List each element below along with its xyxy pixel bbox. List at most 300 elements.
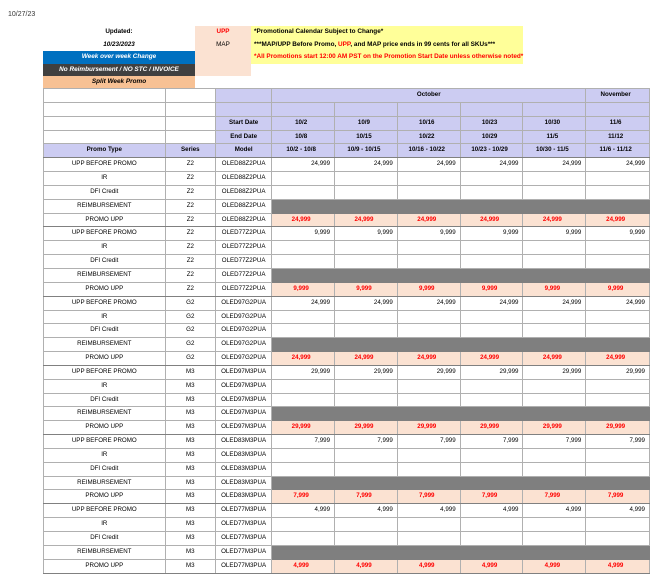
cell-week-value: 24,999 [272,296,335,310]
cell-week-value [335,379,398,393]
cell-week-value: 7,999 [272,435,335,449]
cell-week-value [460,462,523,476]
table-row[interactable] [44,476,650,490]
cell-promo-type: IR [44,172,166,186]
cell-week-value [272,199,335,213]
cell-model: OLED77Z2PUA [216,268,272,282]
header-legend-block [43,26,523,89]
table-row[interactable] [44,227,650,241]
table-row[interactable] [44,296,650,310]
table-row[interactable] [44,338,650,352]
blank-band-spacer-promo [44,102,166,116]
cell-week-value: 7,999 [460,435,523,449]
end-date-w1: 10/8 [272,130,335,144]
cell-week-value: 24,999 [335,213,398,227]
cell-week-value [460,199,523,213]
cell-series: Z2 [165,255,215,269]
cell-week-value: 24,999 [523,213,586,227]
cell-week-value [523,379,586,393]
cell-week-value [335,393,398,407]
cell-series: G2 [165,352,215,366]
note-line-3: *All Promotions start 12:00 AM PST on the Promotion Start Date unless otherwise noted* [251,51,523,64]
cell-week-value: 4,999 [586,559,650,573]
cell-week-value: 24,999 [335,296,398,310]
cell-promo-type: DFI Credit [44,393,166,407]
cell-week-value [272,379,335,393]
cell-week-value [586,462,650,476]
cell-series: G2 [165,324,215,338]
cell-week-value: 29,999 [586,365,650,379]
col-header-w6: 11/6 - 11/12 [586,144,650,158]
cell-week-value: 7,999 [523,435,586,449]
cell-series: M3 [165,393,215,407]
start-date-w3: 10/16 [397,116,460,130]
table-row[interactable] [44,199,650,213]
cell-promo-type: IR [44,379,166,393]
cell-week-value: 7,999 [397,435,460,449]
start-date-label: Start Date [216,116,272,130]
cell-promo-type: UPP BEFORE PROMO [44,227,166,241]
cell-week-value [397,268,460,282]
cell-week-value: 24,999 [397,296,460,310]
cell-week-value [335,199,398,213]
cell-week-value [523,324,586,338]
header-row-legend-blue [43,51,523,64]
cell-week-value [460,379,523,393]
cell-week-value [397,393,460,407]
table-row[interactable] [44,324,650,338]
cell-week-value: 7,999 [586,435,650,449]
cell-week-value [586,268,650,282]
cell-week-value [460,518,523,532]
blank-band-w2 [335,102,398,116]
cell-week-value: 24,999 [523,296,586,310]
note-spacer-1 [251,64,523,77]
start-date-row [44,116,650,130]
cell-week-value: 7,999 [523,490,586,504]
cell-series: M3 [165,559,215,573]
cell-week-value: 7,999 [335,490,398,504]
cell-series: Z2 [165,213,215,227]
cell-week-value [586,172,650,186]
cell-promo-type: UPP BEFORE PROMO [44,504,166,518]
cell-promo-type: PROMO UPP [44,282,166,296]
cell-model: OLED77M3PUA [216,518,272,532]
cell-week-value [272,185,335,199]
cell-week-value [523,518,586,532]
cell-week-value [460,241,523,255]
cell-week-value [586,241,650,255]
legend-no-reimbursement: No Reimbursement / NO STC / INVOICE [43,64,195,77]
col-header-model: Model [216,144,272,158]
table-row[interactable] [44,545,650,559]
cell-week-value: 29,999 [523,365,586,379]
column-header-row [44,144,650,158]
cell-model: OLED97G2PUA [216,296,272,310]
note-line-1: *Promotional Calendar Subject to Change* [251,26,523,39]
cell-week-value [272,476,335,490]
cell-week-value: 4,999 [523,504,586,518]
cell-week-value: 24,999 [397,213,460,227]
cell-week-value [272,532,335,546]
cell-model: OLED77Z2PUA [216,227,272,241]
header-row-updated-label [43,26,523,39]
cell-week-value [523,241,586,255]
cell-week-value [586,393,650,407]
cell-week-value: 9,999 [523,282,586,296]
cell-week-value [272,268,335,282]
table-row[interactable] [44,435,650,449]
header-row-updated-value [43,39,523,52]
cell-week-value: 29,999 [335,421,398,435]
cell-promo-type: REIMBURSEMENT [44,476,166,490]
cell-week-value: 29,999 [335,365,398,379]
cell-week-value [586,185,650,199]
cell-series: Z2 [165,158,215,172]
end-date-w5: 11/5 [523,130,586,144]
cell-week-value: 9,999 [460,282,523,296]
updated-label: Updated: [105,28,133,35]
cell-week-value [272,462,335,476]
end-date-w3: 10/22 [397,130,460,144]
key-spacer-2 [195,64,251,77]
cell-week-value: 4,999 [460,504,523,518]
cell-week-value [460,324,523,338]
cell-week-value [272,407,335,421]
cell-model: OLED88Z2PUA [216,185,272,199]
table-row[interactable] [44,504,650,518]
col-header-series: Series [165,144,215,158]
cell-week-value: 24,999 [460,213,523,227]
cell-model: OLED97M3PUA [216,365,272,379]
cell-series: M3 [165,379,215,393]
end-date-label: End Date [216,130,272,144]
promo-calendar-table [43,88,650,574]
cell-promo-type: PROMO UPP [44,213,166,227]
cell-model: OLED77M3PUA [216,532,272,546]
cell-week-value [335,241,398,255]
cell-week-value [335,407,398,421]
table-row[interactable] [44,518,650,532]
cell-model: OLED83M3PUA [216,462,272,476]
end-date-w2: 10/15 [335,130,398,144]
cell-promo-type: IR [44,310,166,324]
cell-series: M3 [165,448,215,462]
table-row[interactable] [44,185,650,199]
cell-week-value: 7,999 [397,490,460,504]
cell-week-value: 29,999 [460,365,523,379]
start-date-spacer-series [165,116,215,130]
cell-promo-type: REIMBURSEMENT [44,338,166,352]
cell-series: Z2 [165,227,215,241]
col-header-w1: 10/2 - 10/8 [272,144,335,158]
start-date-w2: 10/9 [335,116,398,130]
cell-week-value [335,532,398,546]
cell-series: G2 [165,310,215,324]
cell-promo-type: IR [44,241,166,255]
table-row[interactable] [44,255,650,269]
cell-week-value [523,172,586,186]
cell-series: M3 [165,490,215,504]
cell-week-value [523,476,586,490]
cell-week-value [586,199,650,213]
cell-model: OLED77Z2PUA [216,255,272,269]
end-date-spacer-promo [44,130,166,144]
cell-promo-type: DFI Credit [44,532,166,546]
cell-model: OLED83M3PUA [216,448,272,462]
cell-week-value: 9,999 [272,227,335,241]
cell-week-value: 9,999 [586,282,650,296]
promo-calendar-body [44,89,650,574]
cell-series: M3 [165,532,215,546]
end-date-spacer-series [165,130,215,144]
cell-model: OLED97M3PUA [216,393,272,407]
cell-series: M3 [165,504,215,518]
cell-week-value [397,199,460,213]
cell-promo-type: DFI Credit [44,462,166,476]
cell-week-value [586,476,650,490]
start-date-spacer-promo [44,116,166,130]
cell-promo-type: REIMBURSEMENT [44,545,166,559]
cell-week-value [460,185,523,199]
cell-week-value: 24,999 [272,213,335,227]
cell-week-value: 9,999 [335,282,398,296]
blank-band-w4 [460,102,523,116]
cell-week-value [397,532,460,546]
table-row[interactable] [44,407,650,421]
blank-band-model [216,102,272,116]
cell-model: OLED83M3PUA [216,490,272,504]
cell-model: OLED97G2PUA [216,338,272,352]
cell-week-value [523,462,586,476]
cell-week-value [397,241,460,255]
cell-promo-type: PROMO UPP [44,559,166,573]
cell-model: OLED97G2PUA [216,324,272,338]
cell-week-value [460,393,523,407]
cell-week-value: 24,999 [523,352,586,366]
cell-promo-type: DFI Credit [44,255,166,269]
cell-week-value [586,310,650,324]
cell-week-value [586,518,650,532]
cell-week-value [397,448,460,462]
month-header-november: November [586,89,650,103]
cell-promo-type: IR [44,518,166,532]
cell-week-value: 9,999 [272,282,335,296]
cell-model: OLED83M3PUA [216,435,272,449]
table-row[interactable] [44,462,650,476]
cell-week-value [397,545,460,559]
cell-week-value: 24,999 [460,296,523,310]
cell-model: OLED77M3PUA [216,545,272,559]
cell-week-value: 24,999 [272,352,335,366]
cell-promo-type: REIMBURSEMENT [44,199,166,213]
cell-week-value [272,241,335,255]
cell-week-value [335,324,398,338]
cell-series: G2 [165,338,215,352]
cell-week-value [272,338,335,352]
cell-week-value: 24,999 [586,296,650,310]
cell-week-value [335,185,398,199]
table-row[interactable] [44,310,650,324]
cell-week-value: 29,999 [460,421,523,435]
cell-week-value: 4,999 [523,559,586,573]
key-map-label: MAP [195,39,251,52]
cell-week-value: 24,999 [397,158,460,172]
col-header-w5: 10/30 - 11/5 [523,144,586,158]
cell-model: OLED97G2PUA [216,352,272,366]
cell-week-value: 9,999 [397,282,460,296]
header-row-legend-gray [43,64,523,77]
cell-week-value: 9,999 [586,227,650,241]
col-header-w3: 10/16 - 10/22 [397,144,460,158]
note-2-prefix: ***MAP/UPP Before Promo, [254,40,339,48]
table-row[interactable] [44,448,650,462]
cell-week-value: 7,999 [272,490,335,504]
cell-week-value [272,393,335,407]
cell-series: Z2 [165,185,215,199]
blank-band-row [44,102,650,116]
table-row[interactable] [44,559,650,573]
cell-model: OLED83M3PUA [216,476,272,490]
cell-series: M3 [165,462,215,476]
cell-series: M3 [165,365,215,379]
cell-week-value [523,255,586,269]
blank-band-spacer-series [165,102,215,116]
table-row[interactable] [44,241,650,255]
month-row-spacer-promo [44,89,166,103]
cell-week-value: 24,999 [397,352,460,366]
cell-week-value [397,476,460,490]
cell-week-value [397,310,460,324]
cell-week-value: 24,999 [272,158,335,172]
cell-promo-type: UPP BEFORE PROMO [44,296,166,310]
cell-week-value [523,199,586,213]
start-date-w1: 10/2 [272,116,335,130]
cell-week-value: 24,999 [586,352,650,366]
cell-week-value [335,338,398,352]
cell-promo-type: REIMBURSEMENT [44,268,166,282]
cell-model: OLED88Z2PUA [216,172,272,186]
table-row[interactable] [44,365,650,379]
cell-series: M3 [165,435,215,449]
col-header-w4: 10/23 - 10/29 [460,144,523,158]
cell-week-value [523,338,586,352]
cell-week-value [460,255,523,269]
cell-week-value [586,338,650,352]
cell-model: OLED77M3PUA [216,559,272,573]
cell-week-value [523,268,586,282]
cell-promo-type: IR [44,448,166,462]
cell-week-value [397,255,460,269]
cell-week-value [397,185,460,199]
blank-band-w6 [586,102,650,116]
table-row[interactable] [44,379,650,393]
end-date-row [44,130,650,144]
cell-week-value: 24,999 [523,158,586,172]
month-header-row [44,89,650,103]
month-row-spacer-series [165,89,215,103]
cell-week-value [397,462,460,476]
cell-week-value [460,476,523,490]
cell-week-value: 24,999 [335,158,398,172]
cell-week-value: 4,999 [460,559,523,573]
cell-model: OLED88Z2PUA [216,199,272,213]
cell-model: OLED77M3PUA [216,504,272,518]
cell-week-value [586,255,650,269]
cell-series: M3 [165,476,215,490]
cell-week-value [397,324,460,338]
table-row[interactable] [44,282,650,296]
cell-model: OLED97M3PUA [216,421,272,435]
cell-week-value: 24,999 [335,352,398,366]
table-row[interactable] [44,532,650,546]
cell-week-value: 9,999 [335,227,398,241]
cell-week-value: 4,999 [397,504,460,518]
start-date-w4: 10/23 [460,116,523,130]
blank-band-w5 [523,102,586,116]
cell-model: OLED88Z2PUA [216,213,272,227]
table-row[interactable] [44,268,650,282]
start-date-w6: 11/6 [586,116,650,130]
cell-week-value [586,407,650,421]
cell-promo-type: PROMO UPP [44,490,166,504]
table-row[interactable] [44,352,650,366]
cell-week-value [272,518,335,532]
cell-series: Z2 [165,172,215,186]
cell-series: Z2 [165,199,215,213]
cell-series: G2 [165,296,215,310]
cell-week-value [523,310,586,324]
cell-week-value [586,448,650,462]
table-row[interactable] [44,393,650,407]
cell-week-value [523,393,586,407]
table-row[interactable] [44,172,650,186]
cell-week-value [586,379,650,393]
cell-week-value [335,268,398,282]
cell-promo-type: UPP BEFORE PROMO [44,158,166,172]
cell-week-value: 29,999 [397,365,460,379]
cell-week-value [523,532,586,546]
cell-week-value [460,338,523,352]
cell-series: Z2 [165,282,215,296]
cell-promo-type: UPP BEFORE PROMO [44,365,166,379]
cell-series: Z2 [165,241,215,255]
cell-week-value: 29,999 [272,421,335,435]
cell-week-value [335,462,398,476]
table-row[interactable] [44,158,650,172]
cell-week-value: 7,999 [335,435,398,449]
cell-week-value: 9,999 [460,227,523,241]
cell-week-value: 29,999 [523,421,586,435]
cell-series: M3 [165,545,215,559]
cell-week-value [460,172,523,186]
cell-week-value [460,407,523,421]
legend-split-week-promo: Split Week Promo [43,76,195,89]
cell-promo-type: REIMBURSEMENT [44,407,166,421]
cell-week-value [397,407,460,421]
cell-model: OLED97G2PUA [216,310,272,324]
cell-week-value: 7,999 [586,490,650,504]
table-row[interactable] [44,421,650,435]
cell-series: M3 [165,407,215,421]
blank-band-w3 [397,102,460,116]
cell-model: OLED77Z2PUA [216,282,272,296]
note-2-suffix: , and MAP price ends in 99 cents for all SKUs*** [350,40,496,48]
cell-week-value [397,379,460,393]
month-header-october: October [272,89,586,103]
cell-week-value [397,338,460,352]
table-row[interactable] [44,213,650,227]
